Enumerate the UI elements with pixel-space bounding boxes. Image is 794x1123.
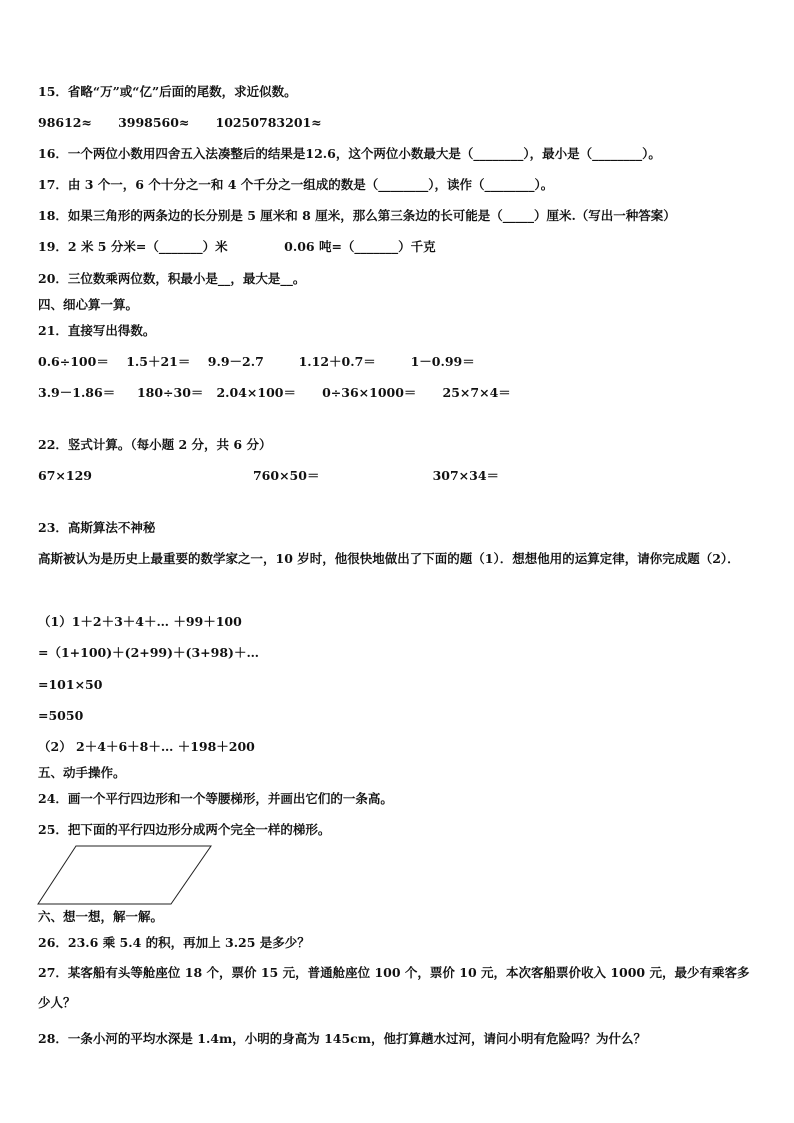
question-21: 21．直接写出得数。 <box>38 323 156 338</box>
question-22: 22．竖式计算。（每小题 2 分，共 6 分） <box>38 437 272 452</box>
question-21-row-1: 0.6÷100＝ 1.5＋21＝ 9.9－2.7 1.12＋0.7＝ 1－0.99＝ <box>38 354 475 369</box>
question-23-part-2: （2） 2＋4＋6＋8＋… ＋198＋200 <box>38 739 255 754</box>
section-6-heading: 六、想一想，解一解。 <box>38 909 164 924</box>
question-17: 17．由 3 个一，6 个十分之一和 4 个千分之一组成的数是（________），读作（________）。 <box>38 177 554 192</box>
question-15-items: 98612≈ 3998560≈ 10250783201≈ <box>38 115 322 130</box>
question-23-step-3: =101×50 <box>38 677 103 692</box>
question-18: 18．如果三角形的两条边的长分别是 5 厘米和 8 厘米，那么第三条边的长可能是（_____）厘米.（写出一种答案） <box>38 208 676 223</box>
question-26: 26．23.6 乘 5.4 的积，再加上 3.25 是多少？ <box>38 935 310 950</box>
question-23-step-1: （1）1＋2＋3＋4＋… ＋99＋100 <box>38 614 242 629</box>
question-27: 27．某客船有头等舱座位 18 个，票价 15 元，普通舱座位 100 个，票价 10 元，本次客船票价收入 1000 元，最少有乘客多少人？ <box>38 965 750 1010</box>
question-23-step-4: =5050 <box>38 708 84 723</box>
question-23-title: 23．高斯算法不神秘 <box>38 520 156 535</box>
question-25: 25．把下面的平行四边形分成两个完全一样的梯形。 <box>38 822 331 837</box>
question-22-items: 67×129 760×50＝ 307×34＝ <box>38 468 500 483</box>
question-15: 15．省略“万”或“亿”后面的尾数，求近似数。 <box>38 84 297 99</box>
section-5-heading: 五、动手操作。 <box>38 765 126 780</box>
question-16: 16．一个两位小数用四舍五入法凑整后的结果是12.6，这个两位小数最大是（________），最小是（________）。 <box>38 146 661 161</box>
question-23-intro: 高斯被认为是历史上最重要的数学家之一，10 岁时，他很快地做出了下面的题（1）．想想他用的运算定律，请你完成题（2）． <box>38 551 740 566</box>
section-4-heading: 四、细心算一算。 <box>38 297 139 312</box>
question-21-row-2: 3.9－1.86＝ 180÷30＝ 2.04×100＝ 0÷36×1000＝ 25×7×4＝ <box>38 385 511 400</box>
question-23-step-2: =（1+100)＋(2+99)＋(3+98)＋… <box>38 645 259 660</box>
question-19: 19．2 米 5 分米=（_______）米 0.06 吨=（_______）千克 <box>38 239 436 254</box>
parallelogram-figure <box>36 844 216 908</box>
question-20: 20．三位数乘两位数，积最小是__，最大是__。 <box>38 271 306 286</box>
question-28: 28．一条小河的平均水深是 1.4m，小明的身高为 145cm，他打算趟水过河，请问小明有危险吗？为什么？ <box>38 1031 647 1046</box>
question-24: 24．画一个平行四边形和一个等腰梯形，并画出它们的一条高。 <box>38 791 393 806</box>
